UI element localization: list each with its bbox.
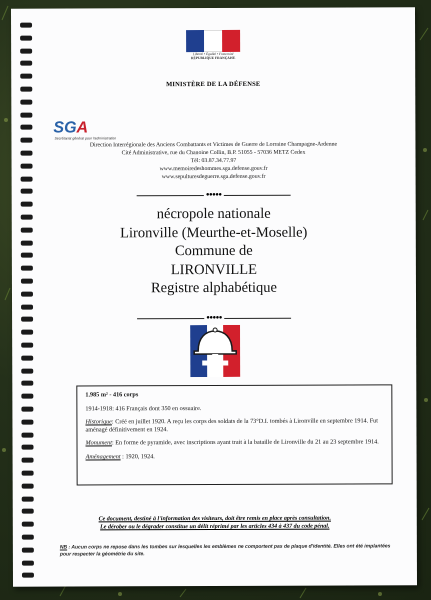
binding-ring [22,573,34,578]
binding-ring [21,317,33,322]
title-line: Commune de [174,242,253,260]
binding-ring [21,432,33,437]
tricolor-flag-icon [186,30,240,52]
binding-ring [22,458,34,463]
address-line: www.memoiredeshommes.sga.defense.gouv.fr [159,165,268,173]
binding-ring [22,483,34,488]
summary-text: 1914-1918: 416 Français dont 350 en ossuaire. [85,404,202,413]
nb-label: NB [59,544,68,551]
sga-subtitle: Secrétariat général pour l'administration [54,136,117,141]
nb-note [60,543,400,557]
binding-ring [21,343,33,348]
binding-ring [22,509,34,514]
binding-ring [21,330,33,335]
historique-label: Historique [85,418,112,426]
binding-ring [20,125,32,130]
war-graves-helmet-logo-icon [190,325,240,377]
binding-ring [22,547,34,552]
binding-ring [22,445,34,450]
amenagement-text: : 1920, 1924. [120,453,155,461]
binding-ring [21,407,33,412]
title-line: Lironville (Meurthe-et-Moselle) [120,224,308,241]
binding-ring [22,496,34,501]
address-line: Tél: 03.87.34.77.97 [190,157,237,165]
republique-francaise-logo [186,30,240,66]
binding-ring [20,61,32,66]
binding-ring [22,471,34,476]
nb-text: : Aucun corps ne repose dans les tombes sur lesquelles les emblèmes ne comportent pas de plaque d'identité. Elles ont été implantées pour respecter la géométrie du site. [59,543,391,558]
address-block [11,140,415,181]
monument-paragraph [85,439,383,448]
binding-ring [20,23,32,28]
binding-ring [21,419,33,424]
area-text: 1.985 m² - 416 corps [85,391,139,399]
notice-line: Ce document, destiné à l'information des visiteurs, doit être remis en place après consultation. [98,515,331,523]
binding-ring [22,535,34,540]
binding-ring [21,189,33,194]
ornament-separator: ●●●●● [137,315,291,322]
binding-ring [21,355,33,360]
document-page [11,7,417,586]
ornament-separator: ●●●●● [137,192,291,199]
binding-ring [21,394,33,399]
title-line: nécropole nationale [156,205,271,223]
title-line: LIRONVILLE [170,261,258,278]
monument-label: Monument [85,439,112,447]
info-box [76,384,392,485]
historique-text: : Créé en juillet 1920. A reçu les corps des soldats de la 73°D.I. tombés à Lironville en septembre 1914. Fut aménagé définitivement en 1924. [85,417,379,434]
document-title [12,204,416,298]
binding-ring [20,99,32,104]
amenagement-paragraph [86,452,384,461]
binding-ring [21,381,33,386]
binding-ring [20,48,32,53]
spiral-binding [20,23,34,583]
binding-ring [21,368,33,373]
legal-notice [13,514,417,531]
binding-ring [20,35,32,40]
title-line: Registre alphabétique [150,279,278,297]
binding-ring [20,112,32,117]
ministry-title: MINISTÈRE DE LA DÉFENSE [166,80,261,89]
rf-name: RÉPUBLIQUE FRANÇAISE [190,55,236,61]
amenagement-label: Aménagement [85,453,121,461]
address-line: Direction Interrégionale des Anciens Combattants et Victimes de Guerre de Lorraine Champagne-Ardenne [89,141,338,149]
address-line: Cité Administrative, rue du Chanoine Collin, B.P. 51055 - 57036 METZ Cedex [121,149,306,157]
binding-ring [22,560,34,565]
binding-ring [20,74,32,79]
address-line: www.sepulturesdeguerre.sga.defense.gouv.fr [161,173,266,181]
notice-line: Le dérober ou le dégrader constitue un délit réprimé par les articles 434 à 437 du code pénal. [100,523,330,531]
monument-text: : En forme de pyramide, avec inscriptions ayant trait à la bataille de Lironville du 21 au 23 septembre 1914. [111,438,379,447]
rf-motto: Liberté • Égalité • Fraternité [192,51,234,57]
binding-ring [21,304,33,309]
sga-logo: SGA [53,119,89,137]
historique-paragraph [85,418,383,434]
